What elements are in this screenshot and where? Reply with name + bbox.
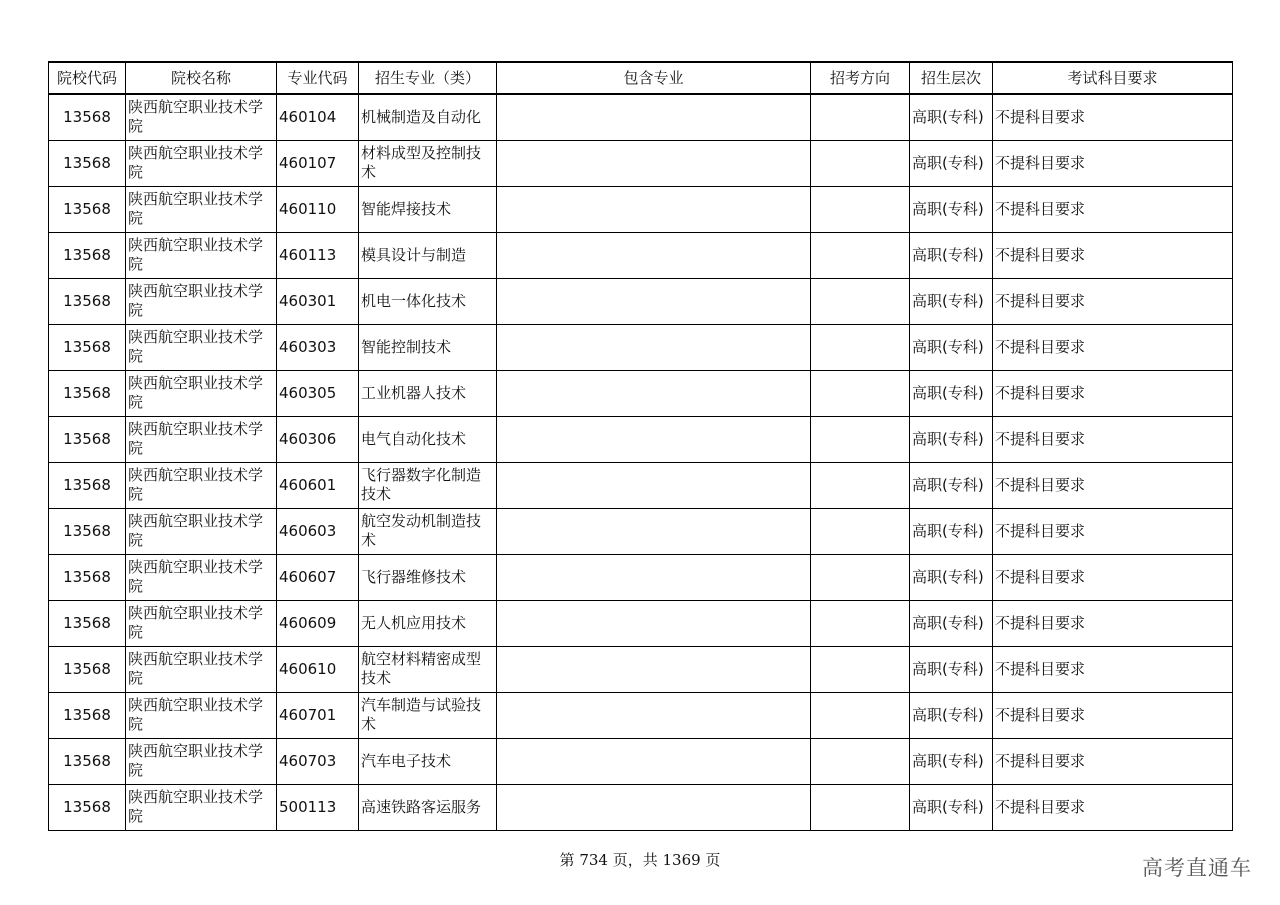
cell-school-code: 13568	[49, 232, 126, 278]
cell-includes	[497, 646, 811, 692]
cell-major: 汽车制造与试验技术	[359, 692, 497, 738]
cell-requirement: 不提科目要求	[993, 508, 1233, 554]
table-row	[49, 646, 1233, 692]
header-includes: 包含专业	[497, 62, 811, 94]
cell-major-code: 460601	[277, 462, 359, 508]
page-number: 第 734 页，共 1369 页	[559, 851, 721, 869]
cell-major: 机电一体化技术	[359, 278, 497, 324]
cell-level: 高职(专科)	[910, 140, 993, 186]
cell-level: 高职(专科)	[910, 738, 993, 784]
cell-school-name: 陕西航空职业技术学院	[126, 186, 277, 232]
cell-major-code: 460610	[277, 646, 359, 692]
table-body	[49, 94, 1233, 830]
cell-major: 飞行器数字化制造技术	[359, 462, 497, 508]
cell-school-code: 13568	[49, 508, 126, 554]
cell-school-name: 陕西航空职业技术学院	[126, 416, 277, 462]
table-row	[49, 784, 1233, 830]
cell-major-code: 460110	[277, 186, 359, 232]
cell-major-code: 460107	[277, 140, 359, 186]
cell-includes	[497, 94, 811, 140]
cell-major-code: 460603	[277, 508, 359, 554]
cell-major: 航空材料精密成型技术	[359, 646, 497, 692]
table-row	[49, 416, 1233, 462]
table-row	[49, 140, 1233, 186]
cell-major: 模具设计与制造	[359, 232, 497, 278]
cell-major: 智能控制技术	[359, 324, 497, 370]
cell-level: 高职(专科)	[910, 554, 993, 600]
cell-major-code: 460303	[277, 324, 359, 370]
cell-school-name: 陕西航空职业技术学院	[126, 600, 277, 646]
cell-school-name: 陕西航空职业技术学院	[126, 554, 277, 600]
cell-requirement: 不提科目要求	[993, 462, 1233, 508]
cell-school-name: 陕西航空职业技术学院	[126, 508, 277, 554]
cell-direction	[811, 232, 910, 278]
watermark-text: 高考直通车	[1142, 856, 1252, 880]
cell-direction	[811, 554, 910, 600]
cell-direction	[811, 416, 910, 462]
cell-level: 高职(专科)	[910, 186, 993, 232]
header-major: 招生专业（类）	[359, 62, 497, 94]
cell-school-name: 陕西航空职业技术学院	[126, 646, 277, 692]
cell-school-code: 13568	[49, 784, 126, 830]
cell-school-code: 13568	[49, 140, 126, 186]
header-school-name: 院校名称	[126, 62, 277, 94]
cell-direction	[811, 278, 910, 324]
cell-major: 电气自动化技术	[359, 416, 497, 462]
cell-requirement: 不提科目要求	[993, 140, 1233, 186]
cell-direction	[811, 140, 910, 186]
header-level: 招生层次	[910, 62, 993, 94]
cell-includes	[497, 600, 811, 646]
table-row	[49, 324, 1233, 370]
cell-level: 高职(专科)	[910, 646, 993, 692]
cell-major: 工业机器人技术	[359, 370, 497, 416]
cell-direction	[811, 186, 910, 232]
cell-level: 高职(专科)	[910, 784, 993, 830]
cell-major: 智能焊接技术	[359, 186, 497, 232]
cell-school-code: 13568	[49, 600, 126, 646]
cell-school-name: 陕西航空职业技术学院	[126, 140, 277, 186]
cell-level: 高职(专科)	[910, 370, 993, 416]
cell-requirement: 不提科目要求	[993, 370, 1233, 416]
cell-includes	[497, 508, 811, 554]
cell-includes	[497, 278, 811, 324]
cell-major-code: 460104	[277, 94, 359, 140]
cell-major: 无人机应用技术	[359, 600, 497, 646]
cell-direction	[811, 738, 910, 784]
cell-includes	[497, 692, 811, 738]
cell-level: 高职(专科)	[910, 508, 993, 554]
cell-direction	[811, 94, 910, 140]
cell-requirement: 不提科目要求	[993, 416, 1233, 462]
cell-direction	[811, 324, 910, 370]
cell-school-name: 陕西航空职业技术学院	[126, 738, 277, 784]
table-row	[49, 554, 1233, 600]
cell-school-name: 陕西航空职业技术学院	[126, 232, 277, 278]
cell-direction	[811, 508, 910, 554]
cell-school-name: 陕西航空职业技术学院	[126, 278, 277, 324]
table-row	[49, 186, 1233, 232]
cell-requirement: 不提科目要求	[993, 646, 1233, 692]
cell-direction	[811, 692, 910, 738]
table-row	[49, 462, 1233, 508]
cell-school-name: 陕西航空职业技术学院	[126, 462, 277, 508]
header-direction: 招考方向	[811, 62, 910, 94]
cell-school-code: 13568	[49, 370, 126, 416]
cell-direction	[811, 370, 910, 416]
cell-school-code: 13568	[49, 416, 126, 462]
cell-school-code: 13568	[49, 186, 126, 232]
cell-requirement: 不提科目要求	[993, 324, 1233, 370]
cell-direction	[811, 462, 910, 508]
cell-includes	[497, 232, 811, 278]
cell-school-code: 13568	[49, 646, 126, 692]
cell-requirement: 不提科目要求	[993, 600, 1233, 646]
cell-major: 高速铁路客运服务	[359, 784, 497, 830]
cell-level: 高职(专科)	[910, 600, 993, 646]
table-row	[49, 278, 1233, 324]
table-row	[49, 600, 1233, 646]
cell-includes	[497, 140, 811, 186]
cell-level: 高职(专科)	[910, 278, 993, 324]
cell-major-code: 460607	[277, 554, 359, 600]
cell-requirement: 不提科目要求	[993, 94, 1233, 140]
table-row	[49, 508, 1233, 554]
cell-major-code: 460306	[277, 416, 359, 462]
cell-requirement: 不提科目要求	[993, 784, 1233, 830]
cell-major-code: 460701	[277, 692, 359, 738]
cell-includes	[497, 324, 811, 370]
cell-includes	[497, 738, 811, 784]
cell-major-code: 460305	[277, 370, 359, 416]
cell-major: 汽车电子技术	[359, 738, 497, 784]
cell-level: 高职(专科)	[910, 416, 993, 462]
cell-school-code: 13568	[49, 324, 126, 370]
cell-level: 高职(专科)	[910, 324, 993, 370]
cell-major-code: 460301	[277, 278, 359, 324]
header-school-code: 院校代码	[49, 62, 126, 94]
cell-school-code: 13568	[49, 692, 126, 738]
cell-includes	[497, 186, 811, 232]
table-row	[49, 94, 1233, 140]
cell-school-name: 陕西航空职业技术学院	[126, 692, 277, 738]
cell-school-code: 13568	[49, 94, 126, 140]
cell-level: 高职(专科)	[910, 94, 993, 140]
cell-requirement: 不提科目要求	[993, 232, 1233, 278]
cell-includes	[497, 416, 811, 462]
cell-direction	[811, 646, 910, 692]
cell-major: 航空发动机制造技术	[359, 508, 497, 554]
cell-school-name: 陕西航空职业技术学院	[126, 94, 277, 140]
cell-major-code: 460703	[277, 738, 359, 784]
cell-school-name: 陕西航空职业技术学院	[126, 784, 277, 830]
cell-includes	[497, 462, 811, 508]
cell-major: 飞行器维修技术	[359, 554, 497, 600]
cell-major: 机械制造及自动化	[359, 94, 497, 140]
table-row	[49, 692, 1233, 738]
cell-major: 材料成型及控制技术	[359, 140, 497, 186]
cell-major-code: 460609	[277, 600, 359, 646]
table-header	[49, 62, 1233, 94]
cell-requirement: 不提科目要求	[993, 692, 1233, 738]
cell-school-code: 13568	[49, 278, 126, 324]
cell-includes	[497, 370, 811, 416]
cell-major-code: 460113	[277, 232, 359, 278]
cell-direction	[811, 600, 910, 646]
cell-requirement: 不提科目要求	[993, 738, 1233, 784]
table-row	[49, 738, 1233, 784]
header-major-code: 专业代码	[277, 62, 359, 94]
cell-requirement: 不提科目要求	[993, 278, 1233, 324]
cell-direction	[811, 784, 910, 830]
cell-level: 高职(专科)	[910, 692, 993, 738]
table-row	[49, 232, 1233, 278]
cell-level: 高职(专科)	[910, 232, 993, 278]
cell-level: 高职(专科)	[910, 462, 993, 508]
cell-requirement: 不提科目要求	[993, 186, 1233, 232]
cell-requirement: 不提科目要求	[993, 554, 1233, 600]
cell-major-code: 500113	[277, 784, 359, 830]
admission-table	[48, 61, 1233, 831]
cell-school-code: 13568	[49, 738, 126, 784]
cell-school-name: 陕西航空职业技术学院	[126, 370, 277, 416]
table-row	[49, 370, 1233, 416]
header-requirement: 考试科目要求	[993, 62, 1233, 94]
cell-school-code: 13568	[49, 462, 126, 508]
cell-includes	[497, 784, 811, 830]
cell-school-code: 13568	[49, 554, 126, 600]
cell-includes	[497, 554, 811, 600]
cell-school-name: 陕西航空职业技术学院	[126, 324, 277, 370]
